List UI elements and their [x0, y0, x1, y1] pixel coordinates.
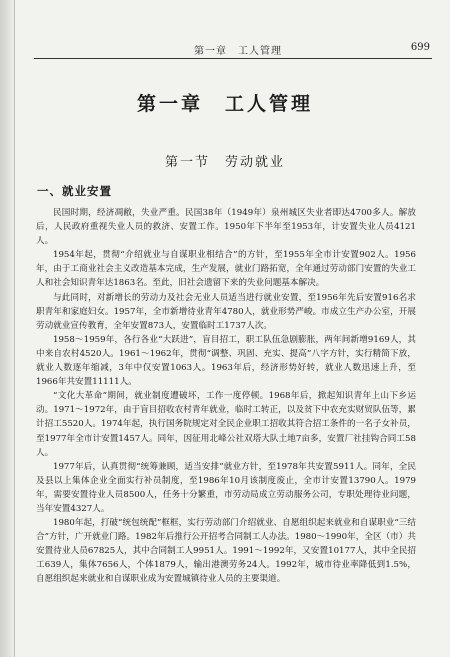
- body-text: [36, 206, 416, 587]
- paragraph: 1977年后，认真贯彻“统筹兼顾，适当安排”就业方针，至1978年共安置5911人。同年，全民及县以上集体企业全面实行补员制度，至1986年10月该制度废止，全市计安置13790人。1979年，需要安置待业人员8500人，任务十分繁重，市劳动局成立劳动服务公司，专职处理待业问题，当年安置4327人。: [36, 461, 416, 514]
- paragraph: 1958～1959年，各行各业“大跃进”，盲目招工，职工队伍急剧膨胀，两年间新增9169人，其中来自农村4520人。1961～1962年，贯彻“调整、巩固、充实、提高”八字方针，实行精简下放，就业人数逐年缩减，3年中仅安置1063人。1963年后，经济形势好转，就业人数迅速上升，至1966年共安置11111人。: [36, 334, 416, 388]
- section-title: 第一节 劳动就业: [164, 155, 285, 170]
- page-number: 699: [410, 42, 430, 53]
- paragraph: 1980年起，打破“统包统配”框框，实行劳动部门介绍就业、自愿组织起来就业和自谋职业“三结合”方针，广开就业门路。1982年后推行公开招考合同制工人办法。1980～1990年，全区（市）共安置待业人员67825人，其中合同制工人9951人。1991～1992年，又安置10177人，其中全民招工639人，集体7656人，个体1879人，输出港澳劳务24人。1992年，城市待业率降低到1.5%，自愿组织起来就业和自谋职业成为安置城镇待业人员的主要渠道。: [36, 518, 416, 585]
- paragraph: 1954年起，贯彻“介绍就业与自谋职业相结合”的方针，至1955年全市计安置902人。1956年，由于工商业社会主义改造基本完成，生产发展，就业门路拓宽，全年通过劳动部门安置的失业工人和社会知识青年达1863名。至此，旧社会遗留下来的失业问题基本解决。: [36, 250, 416, 289]
- running-header-chapter: 第一章 工人管理: [194, 46, 282, 57]
- paragraph: 民国时期，经济凋敝，失业严重。民国38年（1949年）泉州城区失业者即达4700多人。解放后，人民政府重视失业人员的救济、安置工作。1950年下半年至1953年，计安置失业人员4121人。: [36, 208, 416, 247]
- chapter-title: 第一章 工人管理: [136, 93, 313, 115]
- running-header: [34, 40, 432, 59]
- paragraph: 与此同时，对新增长的劳动力及社会无业人员适当进行就业安置，至1956年先后安置916名求职青年和家庭妇女。1957年，全市新增待业青年4780人，就业形势严峻。市成立生产办公室，开展劳动就业宣传教育，全年安置873人，安置临时工1737人次。: [36, 292, 416, 331]
- subheading: 一、就业安置: [37, 184, 112, 198]
- paragraph: “文化大革命”期间，就业制度遭破坏，工作一度停顿。1968年后，掀起知识青年上山下乡运动。1971～1972年，由于盲目招收农村青年就业，临时工转正，以及贫下中农充实财贸队伍等，累计招工5520人。1974年起，执行国务院规定对全民企业职工招收其符合招工条件的一名子女补员，至1977年全市计安置1457人。同年，因征用北峰公社双塔大队土地7亩多，安置厂社挂钩合同工58人。: [36, 391, 416, 458]
